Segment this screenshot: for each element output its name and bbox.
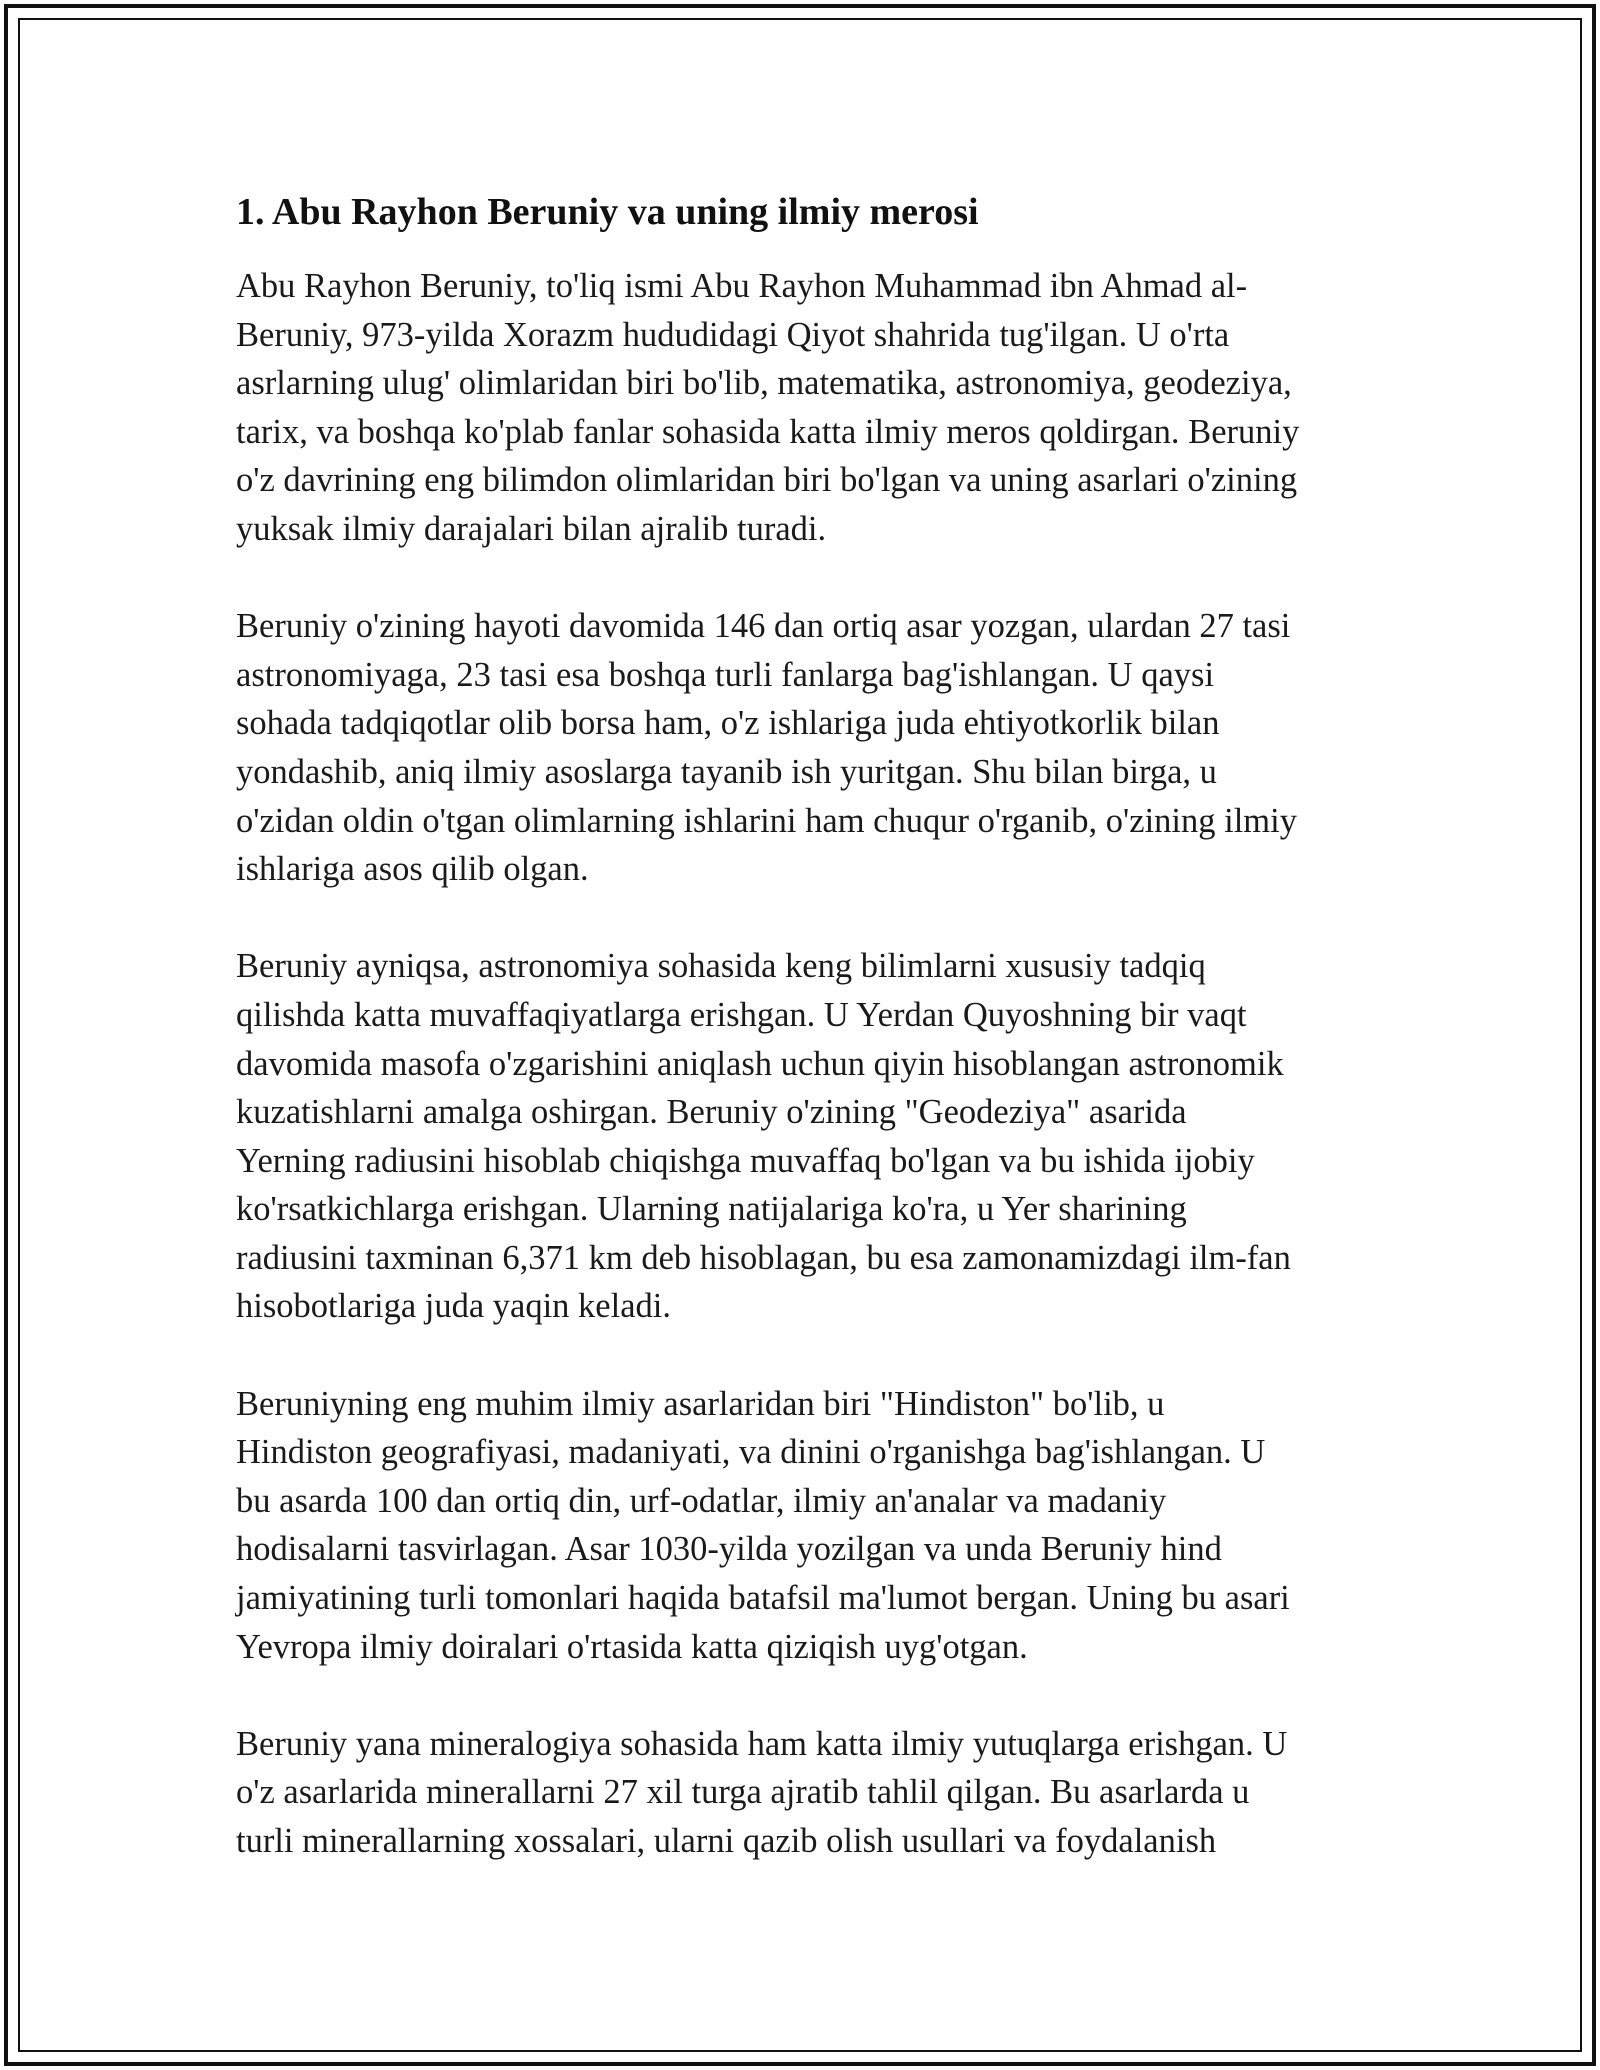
text-line: radiusini taxminan 6,371 km deb hisoblagan, bu esa zamonamizdagi ilm-fan	[236, 1238, 1291, 1277]
text-line: astronomiyaga, 23 tasi esa boshqa turli fanlarga bag'ishlangan. U qaysi	[236, 655, 1215, 694]
text-line: Beruniy yana mineralogiya sohasida ham katta ilmiy yutuqlarga erishgan. U	[236, 1724, 1288, 1763]
text-line: hisobotlariga juda yaqin keladi.	[236, 1287, 671, 1326]
paragraph-1	[236, 262, 1370, 554]
text-line: Yevropa ilmiy doiralari o'rtasida katta qiziqish uyg'otgan.	[236, 1627, 1028, 1666]
text-line: bu asarda 100 dan ortiq din, urf-odatlar, ilmiy an'analar va madaniy	[236, 1481, 1167, 1520]
text-line: turli minerallarning xossalari, ularni qazib olish usullari va foydalanish	[236, 1822, 1217, 1860]
section-heading: 1. Abu Rayhon Beruniy va uning ilmiy merosi	[236, 191, 979, 233]
text-line: yondashib, aniq ilmiy asoslarga tayanib ish yuritgan. Shu bilan birga, u	[236, 752, 1217, 791]
text-line: o'z davrining eng bilimdon olimlaridan biri bo'lgan va uning asarlari o'zining	[236, 461, 1298, 500]
text-line: Abu Rayhon Beruniy, to'liq ismi Abu Rayhon Muhammad ibn Ahmad al-	[236, 267, 1248, 305]
text-line: Beruniyning eng muhim ilmiy asarlaridan biri "Hindiston" bo'lib, u	[236, 1384, 1165, 1423]
text-line: o'z asarlarida minerallarni 27 xil turga ajratib tahlil qilgan. Bu asarlarda u	[236, 1773, 1250, 1812]
text-line: Hindiston geografiyasi, madaniyati, va dinini o'rganishga bag'ishlangan. U	[236, 1433, 1266, 1472]
text-line: ko'rsatkichlarga erishgan. Ularning natijalariga ko'ra, u Yer sharining	[236, 1190, 1187, 1229]
text-line: jamiyatining turli tomonlari haqida batafsil ma'lumot bergan. Uning bu asari	[236, 1579, 1290, 1618]
paragraph-3	[236, 942, 1370, 1331]
text-line: qilishda katta muvaffaqiyatlarga erishgan. U Yerdan Quyoshning bir vaqt	[236, 995, 1247, 1034]
paragraph-2	[236, 602, 1370, 894]
text-line: sohada tadqiqotlar olib borsa ham, o'z ishlariga juda ehtiyotkorlik bilan	[236, 704, 1220, 743]
text-line: Yerning radiusini hisoblab chiqishga muvaffaq bo'lgan va bu ishida ijobiy	[236, 1141, 1255, 1180]
document-body	[236, 188, 1370, 1914]
text-line: o'zidan oldin o'tgan olimlarning ishlarini ham chuqur o'rganib, o'zining ilmiy	[236, 801, 1297, 840]
text-line: Beruniy ayniqsa, astronomiya sohasida keng bilimlarni xususiy tadqiq	[236, 947, 1206, 986]
text-line: Beruniy o'zining hayoti davomida 146 dan ortiq asar yozgan, ulardan 27 tasi	[236, 607, 1291, 646]
text-line: asrlarning ulug' olimlaridan biri bo'lib, matematika, astronomiya, geodeziya,	[236, 364, 1292, 403]
text-line: davomida masofa o'zgarishini aniqlash uchun qiyin hisoblangan astronomik	[236, 1044, 1284, 1083]
text-line: yuksak ilmiy darajalari bilan ajralib turadi.	[236, 509, 827, 548]
text-line: Beruniy, 973-yilda Xorazm hududidagi Qiyot shahrida tug'ilgan. U o'rta	[236, 315, 1230, 354]
paragraph-4	[236, 1380, 1370, 1672]
text-line: ishlariga asos qilib olgan.	[236, 850, 589, 889]
text-line: hodisalarni tasvirlagan. Asar 1030-yilda yozilgan va unda Beruniy hind	[236, 1530, 1222, 1569]
text-line: tarix, va boshqa ko'plab fanlar sohasida katta ilmiy meros qoldirgan. Beruniy	[236, 412, 1300, 451]
text-line: kuzatishlarni amalga oshirgan. Beruniy o'zining "Geodeziya" asarida	[236, 1093, 1187, 1132]
paragraph-5	[236, 1720, 1370, 1866]
